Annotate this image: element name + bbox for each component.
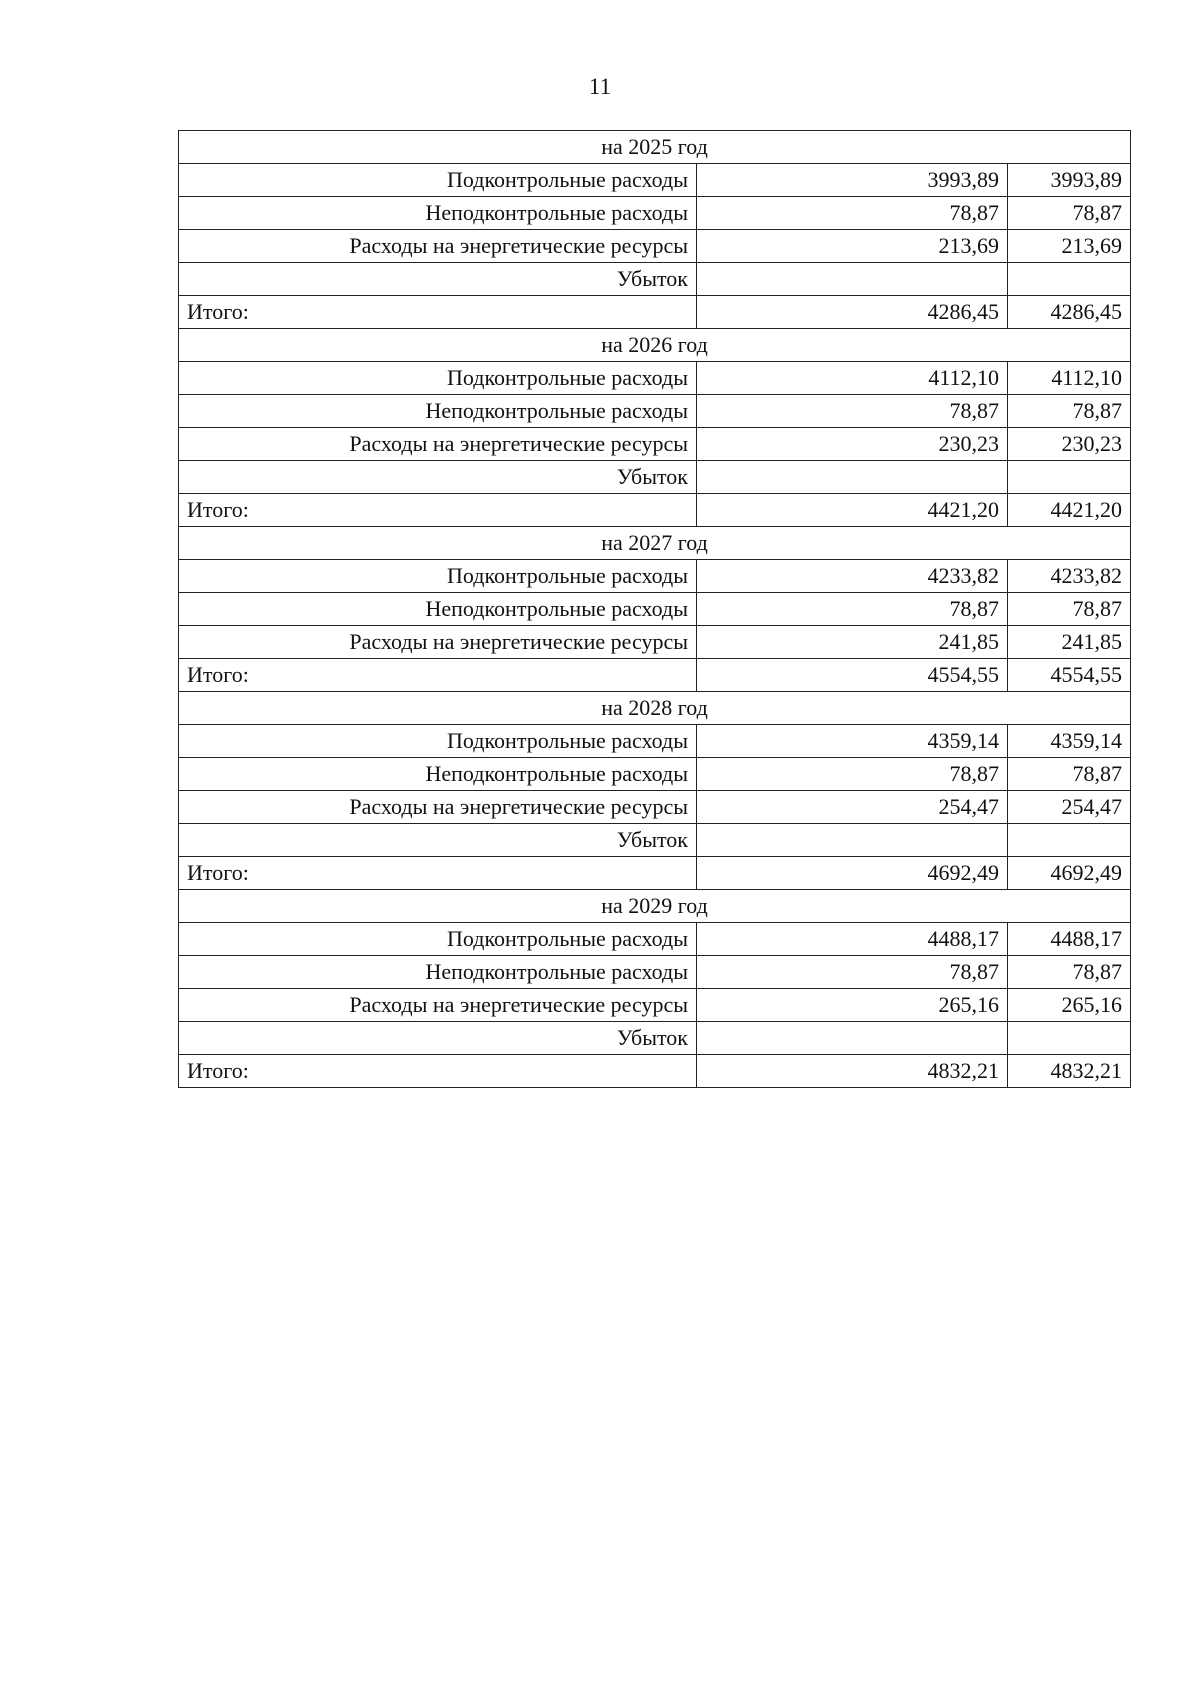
row-label: Убыток bbox=[179, 263, 697, 296]
row-value-1 bbox=[697, 1022, 1008, 1055]
table-row bbox=[179, 989, 1131, 1022]
year-header-row bbox=[179, 527, 1131, 560]
row-label: Расходы на энергетические ресурсы bbox=[179, 230, 697, 263]
row-value-1: 78,87 bbox=[697, 593, 1008, 626]
total-label: Итого: bbox=[179, 296, 697, 329]
total-value-2: 4286,45 bbox=[1008, 296, 1131, 329]
row-value-1: 213,69 bbox=[697, 230, 1008, 263]
row-label: Неподконтрольные расходы bbox=[179, 956, 697, 989]
table-row bbox=[179, 725, 1131, 758]
expenses-table bbox=[178, 130, 1131, 1088]
table-row bbox=[179, 362, 1131, 395]
row-label: Подконтрольные расходы bbox=[179, 560, 697, 593]
row-label: Расходы на энергетические ресурсы bbox=[179, 989, 697, 1022]
table-row bbox=[179, 791, 1131, 824]
table-row bbox=[179, 758, 1131, 791]
row-label: Подконтрольные расходы bbox=[179, 725, 697, 758]
year-header-row bbox=[179, 890, 1131, 923]
table-row bbox=[179, 230, 1131, 263]
row-value-2: 78,87 bbox=[1008, 395, 1131, 428]
row-label: Неподконтрольные расходы bbox=[179, 593, 697, 626]
year-header-row bbox=[179, 692, 1131, 725]
table-row bbox=[179, 956, 1131, 989]
row-label: Убыток bbox=[179, 1022, 697, 1055]
total-value-1: 4286,45 bbox=[697, 296, 1008, 329]
row-value-2: 4112,10 bbox=[1008, 362, 1131, 395]
row-value-2: 4233,82 bbox=[1008, 560, 1131, 593]
table-row bbox=[179, 164, 1131, 197]
expenses-table-body bbox=[179, 131, 1131, 1088]
row-value-2: 213,69 bbox=[1008, 230, 1131, 263]
total-label: Итого: bbox=[179, 1055, 697, 1088]
table-row bbox=[179, 593, 1131, 626]
row-value-1: 78,87 bbox=[697, 956, 1008, 989]
year-label: на 2028 год bbox=[179, 692, 1131, 725]
year-header-row bbox=[179, 131, 1131, 164]
table-row bbox=[179, 923, 1131, 956]
row-value-1 bbox=[697, 824, 1008, 857]
row-value-2: 254,47 bbox=[1008, 791, 1131, 824]
row-value-2: 3993,89 bbox=[1008, 164, 1131, 197]
table-row bbox=[179, 461, 1131, 494]
year-label: на 2025 год bbox=[179, 131, 1131, 164]
total-value-2: 4832,21 bbox=[1008, 1055, 1131, 1088]
row-label: Неподконтрольные расходы bbox=[179, 197, 697, 230]
row-value-2: 265,16 bbox=[1008, 989, 1131, 1022]
page-number: 11 bbox=[588, 74, 612, 99]
table-row bbox=[179, 395, 1131, 428]
total-value-2: 4692,49 bbox=[1008, 857, 1131, 890]
table-row bbox=[179, 824, 1131, 857]
row-value-1: 4488,17 bbox=[697, 923, 1008, 956]
total-value-2: 4421,20 bbox=[1008, 494, 1131, 527]
row-value-2: 78,87 bbox=[1008, 593, 1131, 626]
row-value-1: 78,87 bbox=[697, 197, 1008, 230]
row-value-1 bbox=[697, 461, 1008, 494]
year-label: на 2026 год bbox=[179, 329, 1131, 362]
row-value-2: 4359,14 bbox=[1008, 725, 1131, 758]
total-value-1: 4421,20 bbox=[697, 494, 1008, 527]
year-label: на 2027 год bbox=[179, 527, 1131, 560]
table-row bbox=[179, 626, 1131, 659]
row-value-1: 78,87 bbox=[697, 758, 1008, 791]
total-row bbox=[179, 494, 1131, 527]
total-label: Итого: bbox=[179, 659, 697, 692]
total-value-1: 4554,55 bbox=[697, 659, 1008, 692]
row-value-1: 230,23 bbox=[697, 428, 1008, 461]
row-label: Подконтрольные расходы bbox=[179, 164, 697, 197]
row-label: Расходы на энергетические ресурсы bbox=[179, 428, 697, 461]
total-row bbox=[179, 296, 1131, 329]
row-value-2: 78,87 bbox=[1008, 197, 1131, 230]
table-row bbox=[179, 263, 1131, 296]
table-row bbox=[179, 560, 1131, 593]
row-label: Неподконтрольные расходы bbox=[179, 395, 697, 428]
row-value-1: 4233,82 bbox=[697, 560, 1008, 593]
row-label: Подконтрольные расходы bbox=[179, 923, 697, 956]
row-label: Расходы на энергетические ресурсы bbox=[179, 626, 697, 659]
row-value-1: 4359,14 bbox=[697, 725, 1008, 758]
total-value-1: 4832,21 bbox=[697, 1055, 1008, 1088]
row-value-2 bbox=[1008, 461, 1131, 494]
row-label: Расходы на энергетические ресурсы bbox=[179, 791, 697, 824]
row-value-1: 3993,89 bbox=[697, 164, 1008, 197]
row-value-2: 4488,17 bbox=[1008, 923, 1131, 956]
row-value-2: 78,87 bbox=[1008, 956, 1131, 989]
total-label: Итого: bbox=[179, 494, 697, 527]
total-value-1: 4692,49 bbox=[697, 857, 1008, 890]
row-value-2 bbox=[1008, 1022, 1131, 1055]
year-label: на 2029 год bbox=[179, 890, 1131, 923]
row-label: Подконтрольные расходы bbox=[179, 362, 697, 395]
row-value-1: 265,16 bbox=[697, 989, 1008, 1022]
table-row bbox=[179, 197, 1131, 230]
total-row bbox=[179, 659, 1131, 692]
row-value-1: 254,47 bbox=[697, 791, 1008, 824]
row-label: Убыток bbox=[179, 461, 697, 494]
row-value-2: 78,87 bbox=[1008, 758, 1131, 791]
row-value-1: 241,85 bbox=[697, 626, 1008, 659]
total-row bbox=[179, 857, 1131, 890]
table-row bbox=[179, 1022, 1131, 1055]
row-value-2 bbox=[1008, 824, 1131, 857]
row-value-1 bbox=[697, 263, 1008, 296]
row-value-1: 4112,10 bbox=[697, 362, 1008, 395]
row-label: Неподконтрольные расходы bbox=[179, 758, 697, 791]
row-value-2 bbox=[1008, 263, 1131, 296]
year-header-row bbox=[179, 329, 1131, 362]
row-value-2: 241,85 bbox=[1008, 626, 1131, 659]
row-value-1: 78,87 bbox=[697, 395, 1008, 428]
total-label: Итого: bbox=[179, 857, 697, 890]
row-value-2: 230,23 bbox=[1008, 428, 1131, 461]
total-row bbox=[179, 1055, 1131, 1088]
row-label: Убыток bbox=[179, 824, 697, 857]
total-value-2: 4554,55 bbox=[1008, 659, 1131, 692]
table-row bbox=[179, 428, 1131, 461]
